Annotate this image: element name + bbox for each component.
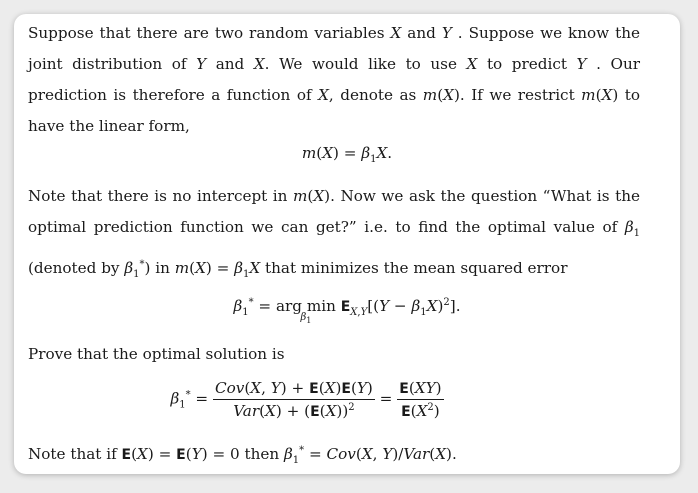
paragraph-note: Note that if E(X) = E(Y) = 0 then $\beta_1^* = Cov(X$, Y)/Var(X). [28, 445, 457, 467]
equation-linear-form: $m(X) = \beta_1X$. [301, 144, 393, 166]
paragraph-question: Note that there is no intercept in m(X). Now we ask the question “What is the optimal prediction function we can get?” i.e. to find the optimal value of $\beta_1$ (denoted by $\beta_1^*$) in $m(X) = \beta_1X$ that minimizes the mean squared error [28, 187, 640, 281]
problem-card [14, 14, 680, 474]
solution-fraction-right: $\frac{E(XY)}{E(X^2)}$ [399, 379, 442, 421]
paragraph-prove: Prove that the optimal solution is [28, 345, 285, 363]
solution-fraction-left: $\frac{\text{Cov(X, Y) + E(X)E(Y)}}{Var(X) + (E(X))^2}$ [215, 379, 373, 421]
equation-solution: $\beta_1^*$ = $\frac{\text{Cov(X, Y) + E(X)E(Y)}}{Var(X) + (E(X))^2}$ = $\frac{E(XY)}{E(X^2)}$ [170, 379, 442, 421]
argmin-operator: arg min $\beta_1$ [275, 297, 336, 325]
paragraph-intro: Suppose that there are two random variables X and Y . Suppose we know the joint distribution of Y and X. We would like to use X to predict Y . Our prediction is therefore a function of X, denote as m(X). If we restrict m(X) to have the linear form, [28, 24, 641, 135]
equation-objective: $\beta_1^*$ = arg min $\beta_1$ $E_{X,Y}[(Y - \beta_1X)^2]$. [233, 297, 461, 325]
